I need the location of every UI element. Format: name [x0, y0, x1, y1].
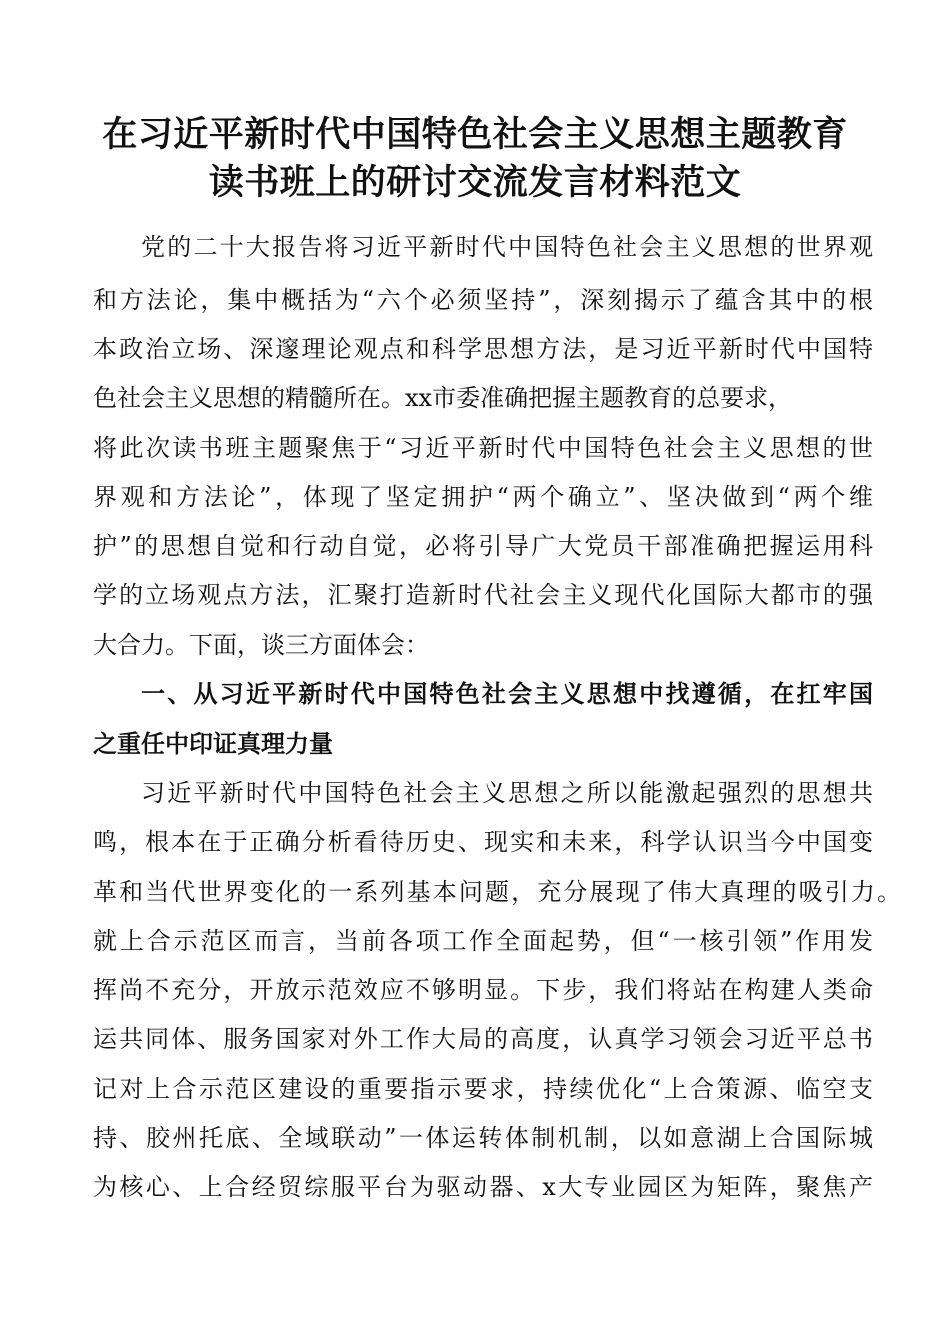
- paragraph-line: 界观和方法论”，体现了坚定拥护“两个确立”、坚决做到“两个维: [93, 483, 873, 511]
- paragraph-line: 鸣，根本在于正确分析看待历史、现实和未来，科学认识当今中国变: [93, 828, 873, 856]
- paragraph-line: 习近平新时代中国特色社会主义思想之所以能激起强烈的思想共: [141, 779, 873, 807]
- paragraph-line: 持、胶州托底、全域联动”一体运转体制机制，以如意湖上合国际城: [93, 1124, 873, 1152]
- heading-line: 之重任中印证真理力量: [93, 730, 333, 758]
- paragraph-line: 大合力。下面，谈三方面体会：: [93, 631, 429, 659]
- paragraph-line: 学的立场观点方法，汇聚打造新时代社会主义现代化国际大都市的强: [93, 581, 873, 609]
- paragraph-line: 运共同体、服务国家对外工作大局的高度，认真学习领会习近平总书: [93, 1025, 873, 1053]
- document-title-line-2: 读书班上的研讨交流发言材料范文: [208, 163, 742, 203]
- paragraph-line: 护”的思想自觉和行动自觉，必将引导广大党员干部准确把握运用科: [93, 532, 873, 560]
- paragraph-line: 记对上合示范区建设的重要指示要求，持续优化“上合策源、临空支: [93, 1075, 873, 1103]
- paragraph-line: 色社会主义思想的精髓所在。xx市委准确把握主题教育的总要求，: [93, 384, 793, 412]
- paragraph-line: 将此次读书班主题聚焦于“习近平新时代中国特色社会主义思想的世: [93, 434, 873, 462]
- paragraph-line: 本政治立场、深邃理论观点和科学思想方法，是习近平新时代中国特: [93, 335, 873, 363]
- heading-line: 一、从习近平新时代中国特色社会主义思想中找遵循，在扛牢国: [141, 680, 873, 708]
- paragraph-line: 和方法论，集中概括为“六个必须坚持”，深刻揭示了蕴含其中的根: [93, 286, 873, 314]
- paragraph-line: 党的二十大报告将习近平新时代中国特色社会主义思想的世界观: [141, 233, 873, 261]
- paragraph-line: 挥尚不充分，开放示范效应不够明显。下步，我们将站在构建人类命: [93, 976, 873, 1004]
- paragraph-line: 革和当代世界变化的一系列基本问题，充分展现了伟大真理的吸引力。: [93, 878, 901, 906]
- document-title-line-1: 在习近平新时代中国特色社会主义思想主题教育: [102, 115, 848, 155]
- paragraph-line: 就上合示范区而言，当前各项工作全面起势，但“一核引领”作用发: [93, 927, 873, 955]
- paragraph-line: 为核心、上合经贸综服平台为驱动器、x大专业园区为矩阵，聚焦产: [93, 1173, 873, 1201]
